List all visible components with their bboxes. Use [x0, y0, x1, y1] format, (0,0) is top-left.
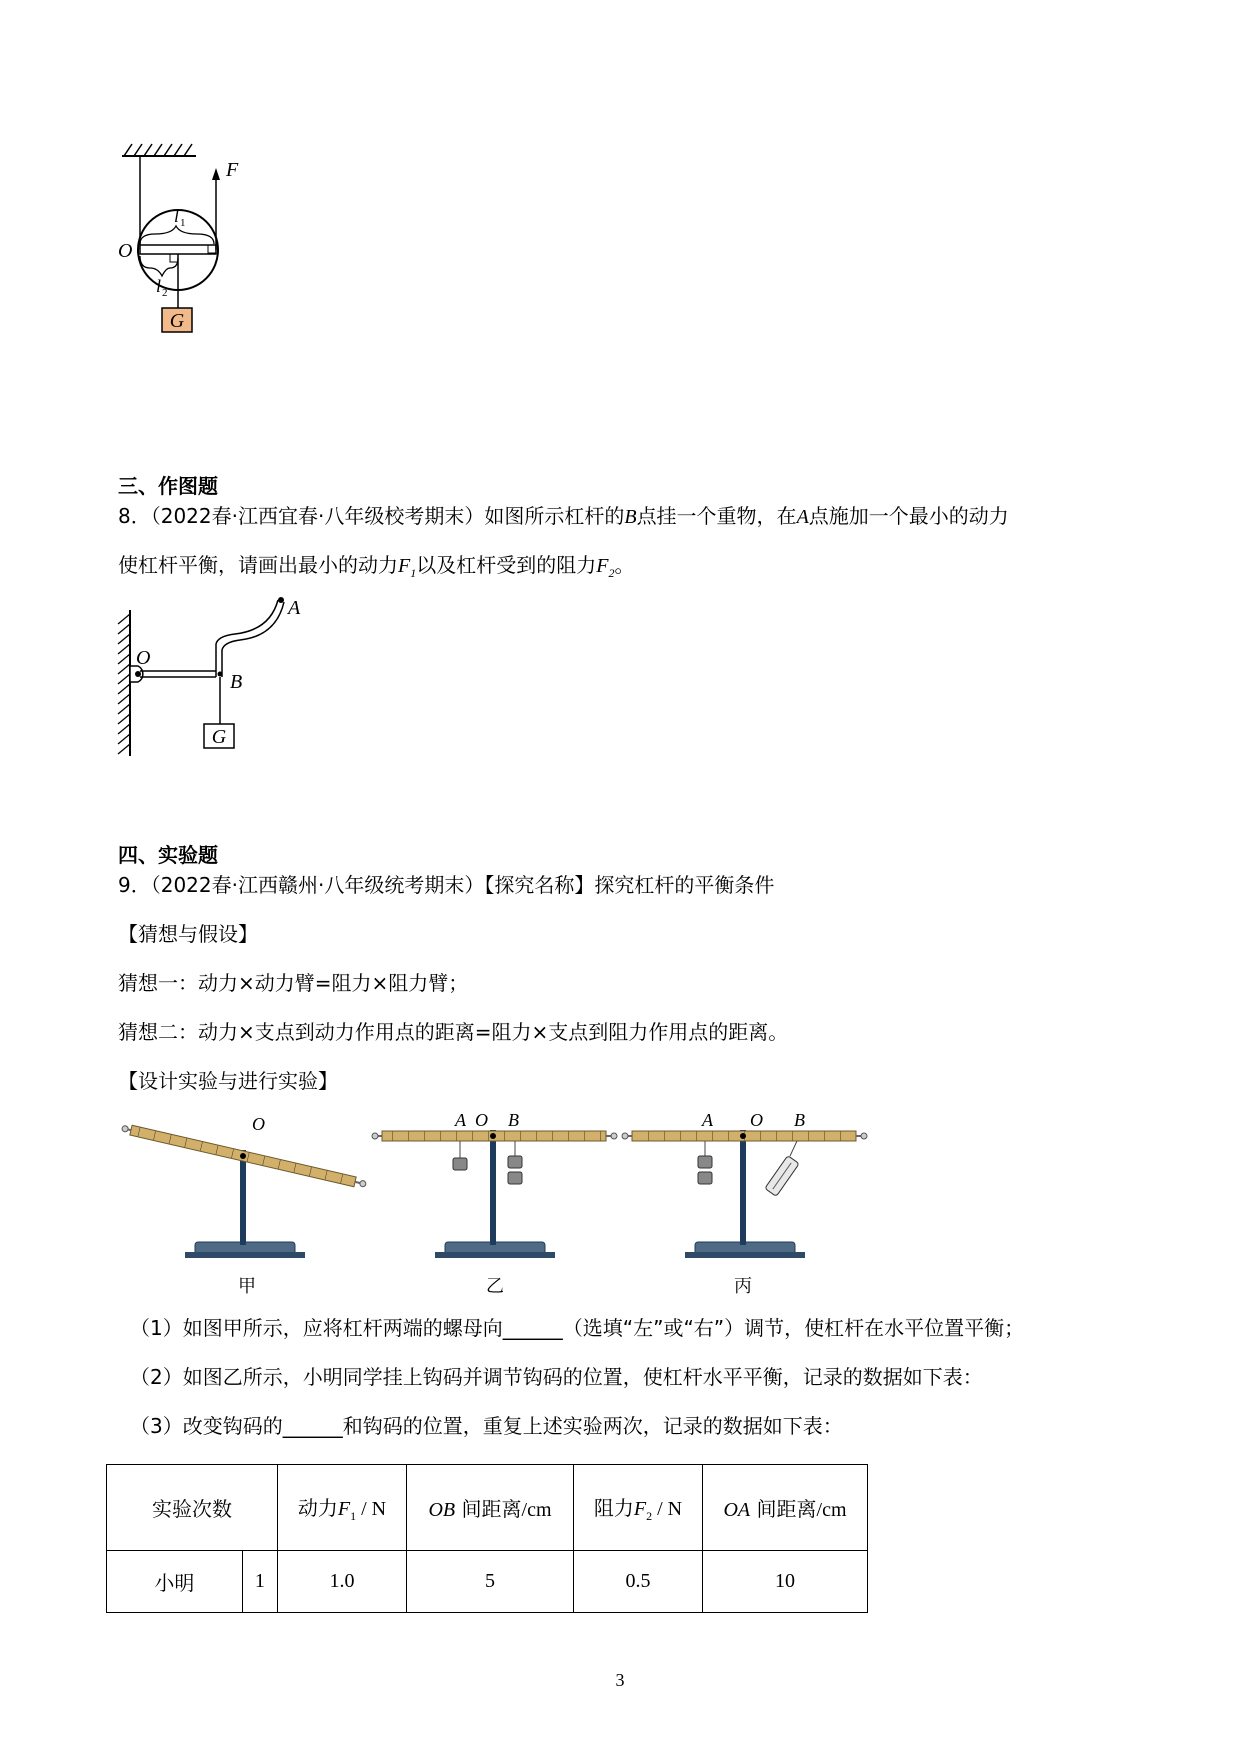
header-ob — [407, 1465, 574, 1551]
panel-bing — [622, 1110, 867, 1297]
q8-line2-b: 以及杠杆受到的阻力 — [416, 553, 597, 577]
experiment-figure — [120, 1110, 880, 1310]
q8-F2: F — [596, 555, 609, 577]
q8-line1 — [118, 504, 1009, 529]
pulley-lever-figure — [110, 140, 280, 380]
q8-line2-c: 。 — [614, 553, 635, 577]
q8-line1-a: 8．（2022春·江西宜春·八年级校考期末）如图所示杠杆的 — [118, 504, 625, 528]
cell-f1: 1.0 — [278, 1551, 407, 1613]
q9-line1: 9．（2022春·江西赣州·八年级统考期末）【探究名称】探究杠杆的平衡条件 — [118, 873, 775, 897]
label-l2: l — [156, 276, 162, 296]
label-G: G — [211, 726, 227, 748]
table-header-row — [107, 1465, 868, 1551]
header-f2-unit: / N — [652, 1497, 683, 1520]
header-ob-unit: /cm — [521, 1499, 552, 1521]
q8-F1: F — [398, 555, 411, 577]
header-oa-var: OA — [723, 1499, 751, 1521]
q8-A: A — [796, 506, 809, 528]
header-count: 实验次数 — [107, 1465, 278, 1551]
section4-title: 四、实验题 — [118, 843, 218, 867]
cell-oa: 10 — [703, 1551, 868, 1613]
header-ob-label: 间距离 — [455, 1497, 522, 1521]
header-f2 — [574, 1465, 703, 1551]
header-f2-sub: 2 — [646, 1508, 653, 1523]
table-row — [107, 1551, 868, 1613]
label-A: A — [702, 1110, 713, 1130]
label-l2-sub: 2 — [162, 287, 168, 299]
header-oa — [703, 1465, 868, 1551]
section3-title: 三、作图题 — [118, 474, 218, 498]
q8-F1-sub: 1 — [410, 566, 417, 580]
panel-jia — [121, 1114, 367, 1297]
label-O: O — [475, 1110, 488, 1130]
label-B: B — [508, 1110, 519, 1130]
header-f1-label: 动力 — [297, 1495, 338, 1520]
q8-line1-c: 点施加一个最小的动力 — [808, 504, 1009, 528]
cell-f2: 0.5 — [574, 1551, 703, 1613]
label-O: O — [750, 1110, 763, 1130]
label-B: B — [794, 1110, 805, 1130]
header-f2-label: 阻力 — [593, 1495, 634, 1520]
q9-guess1: 猜想一：动力×动力臂=阻力×阻力臂； — [118, 971, 469, 995]
cell-ob: 5 — [407, 1551, 574, 1613]
label-l1: l — [174, 206, 180, 226]
header-f1-var: F — [337, 1497, 351, 1520]
cell-n: 1 — [242, 1551, 277, 1613]
label-O: O — [118, 240, 133, 262]
q9-guess-title: 【猜想与假设】 — [118, 922, 258, 946]
label-O: O — [136, 647, 151, 669]
q9-guess2: 猜想二：动力×支点到动力作用点的距离=阻力×支点到阻力作用点的距离。 — [118, 1020, 789, 1044]
cell-name: 小明 — [107, 1551, 243, 1613]
panel-yi — [372, 1110, 617, 1297]
page-number: 3 — [615, 1670, 625, 1690]
label-A: A — [455, 1110, 466, 1130]
q9-sub3: （3）改变钩码的______和钩码的位置，重复上述实验两次，记录的数据如下表： — [130, 1414, 843, 1438]
q8-F2-sub: 2 — [608, 566, 615, 580]
header-oa-unit: /cm — [816, 1499, 847, 1521]
data-table — [106, 1464, 868, 1613]
header-oa-label: 间距离 — [750, 1497, 817, 1521]
q8-line2-a: 使杠杆平衡，请画出最小的动力 — [118, 553, 398, 577]
q8-B: B — [624, 506, 637, 528]
header-f1-sub: 1 — [350, 1508, 357, 1523]
q9-sub1: （1）如图甲所示，应将杠杆两端的螺母向______（选填“左”或“右”）调节，使杠杆在水平位置平衡； — [130, 1316, 1025, 1340]
q8-line2 — [118, 553, 634, 585]
q9-sub2: （2）如图乙所示，小明同学挂上钩码并调节钩码的位置，使杠杆水平平衡，记录的数据如下表： — [130, 1365, 983, 1389]
header-f1 — [278, 1465, 407, 1551]
q9-design-title: 【设计实验与进行实验】 — [118, 1069, 338, 1093]
caption-jia: 甲 — [238, 1276, 256, 1297]
q8-line1-b: 点挂一个重物，在 — [636, 504, 797, 528]
label-A: A — [288, 597, 301, 619]
header-f1-unit: / N — [356, 1497, 387, 1520]
label-G: G — [169, 310, 185, 332]
label-F: F — [226, 159, 239, 181]
header-ob-var: OB — [428, 1499, 456, 1521]
caption-bing: 丙 — [734, 1276, 752, 1297]
label-l1-sub: 1 — [180, 217, 186, 229]
label-B: B — [230, 671, 243, 693]
caption-yi: 乙 — [486, 1276, 504, 1297]
label-O: O — [252, 1114, 265, 1134]
bent-lever-figure — [110, 596, 330, 766]
header-f2-var: F — [633, 1497, 647, 1520]
